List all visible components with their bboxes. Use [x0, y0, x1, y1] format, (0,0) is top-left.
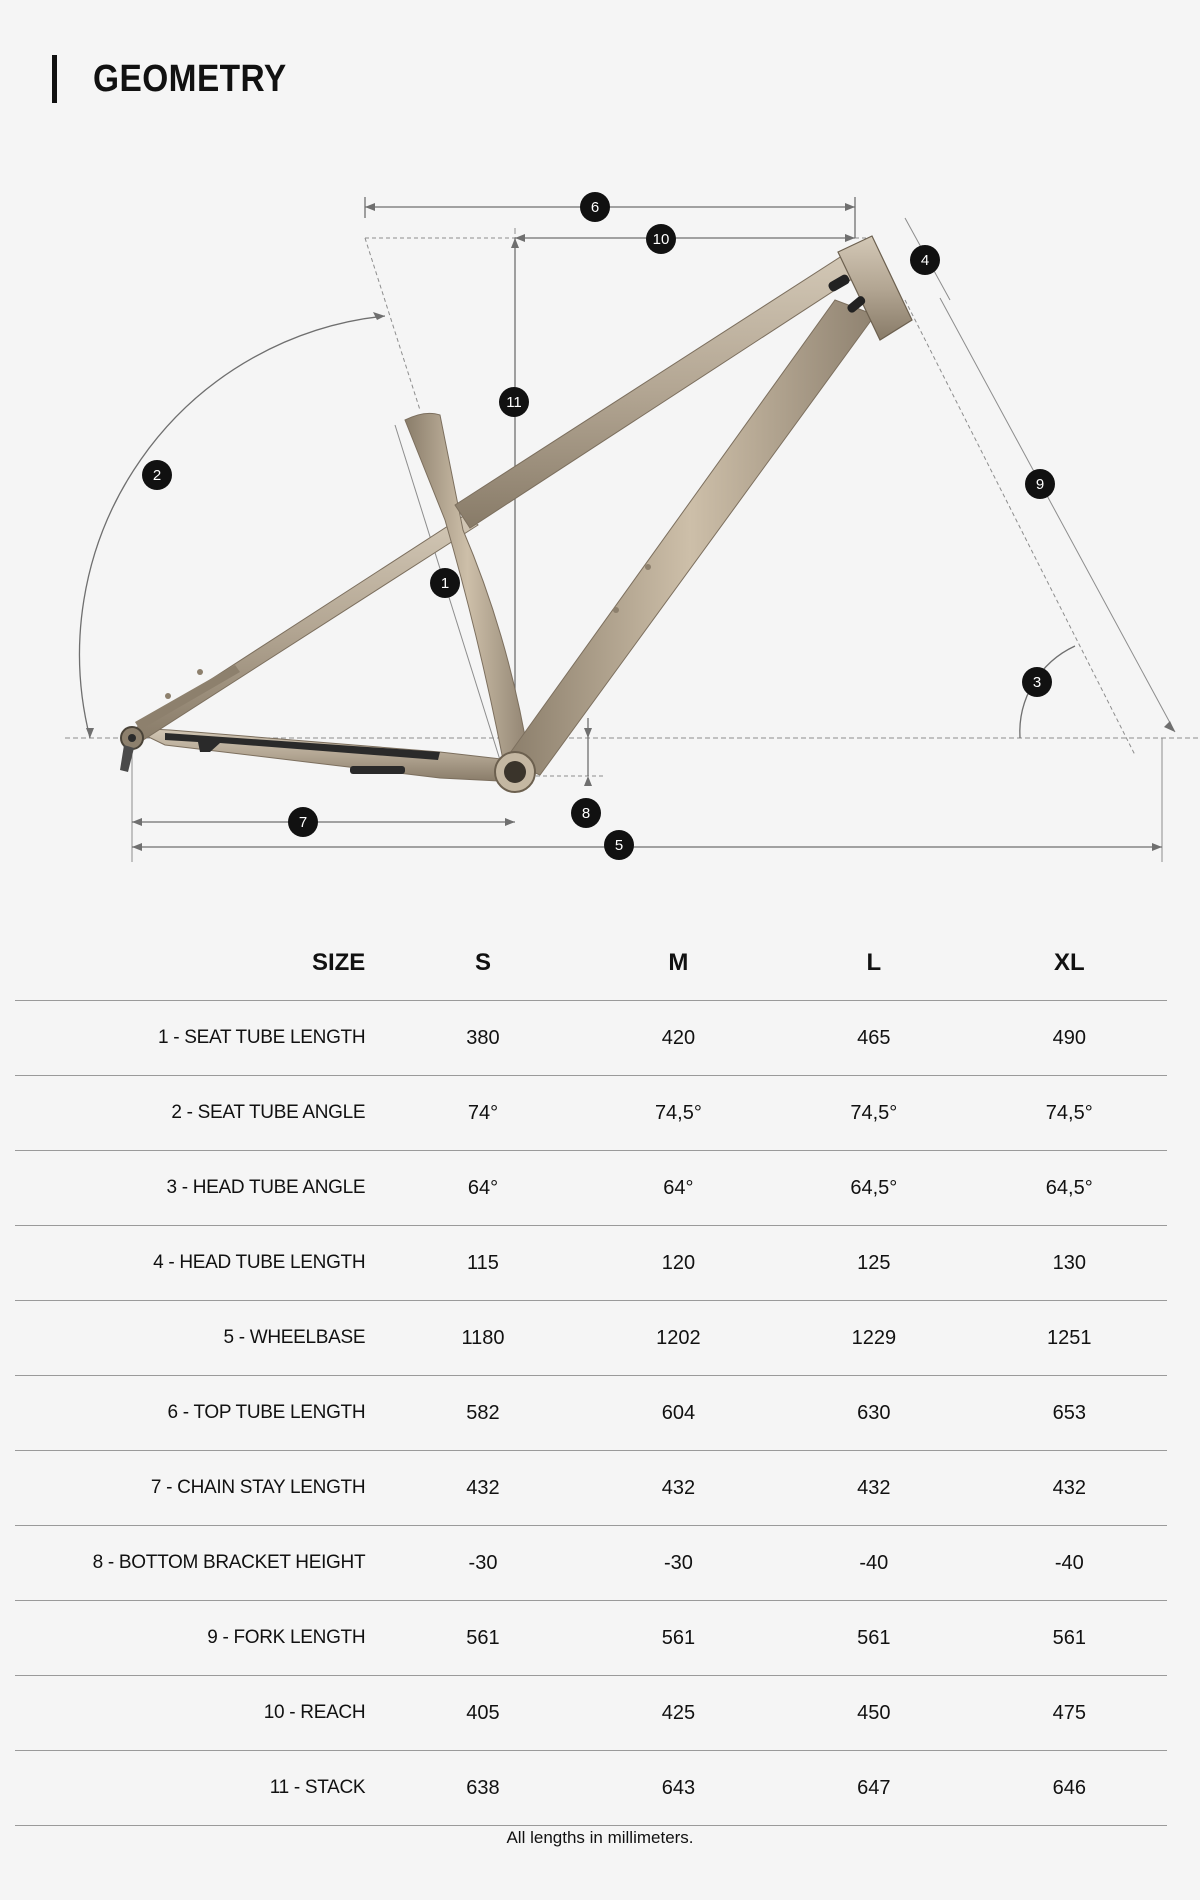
table-cell: 465	[776, 1001, 971, 1076]
table-row	[15, 1601, 1167, 1676]
table-cell: 490	[972, 1001, 1167, 1076]
table-cell: 425	[581, 1676, 776, 1751]
table-cell: 1251	[972, 1301, 1167, 1376]
svg-text:4: 4	[920, 252, 930, 269]
table-cell: 647	[776, 1751, 971, 1826]
table-cell: 64°	[385, 1151, 580, 1226]
size-column-header: L	[776, 925, 971, 1001]
row-label: 2 - SEAT TUBE ANGLE	[15, 1076, 385, 1151]
footnote: All lengths in millimeters.	[506, 1828, 694, 1847]
table-row	[15, 1376, 1167, 1451]
chain-protector	[350, 766, 405, 774]
table-cell: 432	[581, 1451, 776, 1526]
table-cell: 450	[776, 1676, 971, 1751]
marker-9	[1025, 469, 1055, 499]
page-header	[52, 55, 313, 103]
table-cell: 120	[581, 1226, 776, 1301]
markers	[142, 192, 1055, 860]
table-cell: 561	[581, 1601, 776, 1676]
size-column-header: M	[581, 925, 776, 1001]
table-cell: 432	[972, 1451, 1167, 1526]
row-label: 3 - HEAD TUBE ANGLE	[15, 1151, 385, 1226]
geometry-table	[15, 925, 1167, 1826]
table-cell: 130	[972, 1226, 1167, 1301]
table-cell: 561	[776, 1601, 971, 1676]
table-cell: 64,5°	[972, 1151, 1167, 1226]
title-accent-bar	[52, 55, 57, 103]
table-row	[15, 1076, 1167, 1151]
marker-3	[1022, 667, 1052, 697]
svg-text:11: 11	[506, 394, 522, 411]
table-cell: 115	[385, 1226, 580, 1301]
table-cell: 646	[972, 1751, 1167, 1826]
seat-angle-guide	[365, 238, 420, 410]
table-cell: 643	[581, 1751, 776, 1826]
geometry-diagram	[0, 130, 1200, 890]
table-cell: 74,5°	[776, 1076, 971, 1151]
table-cell: 64°	[581, 1151, 776, 1226]
table-cell: 74,5°	[972, 1076, 1167, 1151]
svg-text:1: 1	[440, 575, 450, 592]
page-title: GEOMETRY	[93, 57, 287, 100]
table-cell: 1229	[776, 1301, 971, 1376]
table-row	[15, 1226, 1167, 1301]
table-cell: 638	[385, 1751, 580, 1826]
table-row	[15, 1001, 1167, 1076]
bike-frame	[120, 236, 912, 792]
table-cell: 604	[581, 1376, 776, 1451]
row-label: 6 - TOP TUBE LENGTH	[15, 1376, 385, 1451]
table-row	[15, 1526, 1167, 1601]
table-row	[15, 1751, 1167, 1826]
table-cell: 74,5°	[581, 1076, 776, 1151]
table-cell: 630	[776, 1376, 971, 1451]
table-cell: 432	[776, 1451, 971, 1526]
marker-6	[580, 192, 610, 222]
table-cell: -40	[972, 1526, 1167, 1601]
table-cell: 475	[972, 1676, 1167, 1751]
svg-text:10: 10	[652, 231, 670, 248]
table-row	[15, 1676, 1167, 1751]
table-cell: 380	[385, 1001, 580, 1076]
size-header: SIZE	[15, 925, 385, 1001]
row-label: 10 - REACH	[15, 1676, 385, 1751]
table-cell: 582	[385, 1376, 580, 1451]
size-column-header: XL	[972, 925, 1167, 1001]
marker-5	[604, 830, 634, 860]
svg-text:3: 3	[1032, 674, 1042, 691]
table-cell: 74°	[385, 1076, 580, 1151]
row-label: 7 - CHAIN STAY LENGTH	[15, 1451, 385, 1526]
table-cell: 561	[385, 1601, 580, 1676]
table-cell: -30	[581, 1526, 776, 1601]
svg-text:9: 9	[1035, 476, 1045, 493]
steerer-guide	[905, 300, 1135, 755]
fork-axis	[940, 298, 1175, 732]
table-cell: 405	[385, 1676, 580, 1751]
table-row	[15, 1451, 1167, 1526]
table-cell: 125	[776, 1226, 971, 1301]
table-cell: 1180	[385, 1301, 580, 1376]
table-cell: 432	[385, 1451, 580, 1526]
marker-11	[499, 387, 529, 417]
row-label: 5 - WHEELBASE	[15, 1301, 385, 1376]
marker-2	[142, 460, 172, 490]
table-cell: 64,5°	[776, 1151, 971, 1226]
row-label: 4 - HEAD TUBE LENGTH	[15, 1226, 385, 1301]
size-column-header: S	[385, 925, 580, 1001]
seat-tube	[405, 413, 530, 770]
table-cell: 561	[972, 1601, 1167, 1676]
marker-8	[571, 798, 601, 828]
table-row	[15, 1151, 1167, 1226]
table-cell: -40	[776, 1526, 971, 1601]
svg-text:7: 7	[298, 814, 308, 831]
marker-7	[288, 807, 318, 837]
reference-lines	[65, 218, 1198, 862]
svg-text:6: 6	[590, 199, 600, 216]
table-row	[15, 1301, 1167, 1376]
seat-stay-upper	[135, 665, 240, 730]
marker-1	[430, 568, 460, 598]
table-cell: 420	[581, 1001, 776, 1076]
row-label: 8 - BOTTOM BRACKET HEIGHT	[15, 1526, 385, 1601]
row-label: 9 - FORK LENGTH	[15, 1601, 385, 1676]
table-cell: 1202	[581, 1301, 776, 1376]
table-header-row	[15, 925, 1167, 1001]
svg-text:8: 8	[581, 805, 591, 822]
table-cell: -30	[385, 1526, 580, 1601]
svg-text:2: 2	[152, 467, 162, 484]
marker-10	[646, 224, 676, 254]
row-label: 11 - STACK	[15, 1751, 385, 1826]
table-cell: 653	[972, 1376, 1167, 1451]
marker-4	[910, 245, 940, 275]
svg-text:5: 5	[614, 837, 624, 854]
row-label: 1 - SEAT TUBE LENGTH	[15, 1001, 385, 1076]
